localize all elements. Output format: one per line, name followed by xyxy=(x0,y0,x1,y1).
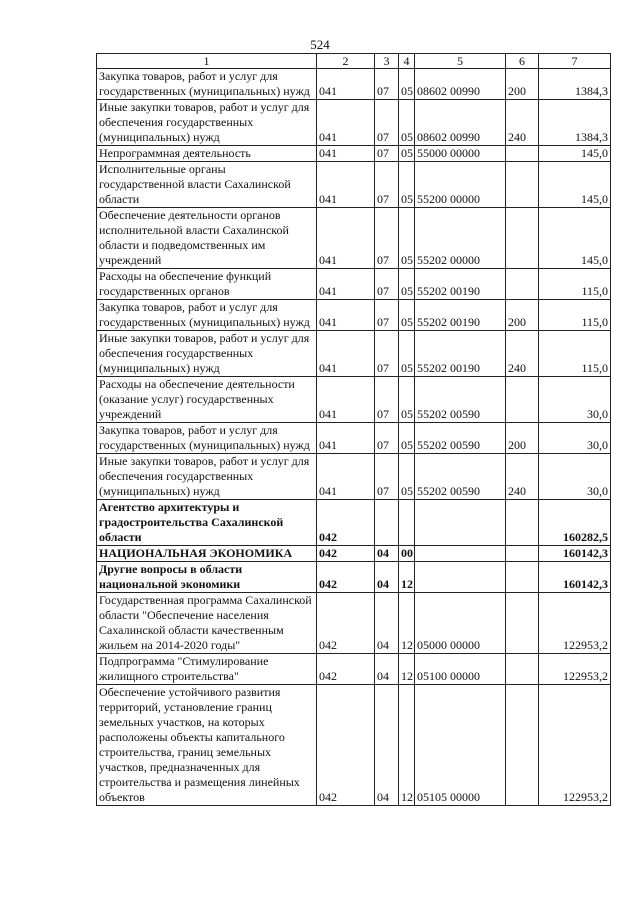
admin-code-cell: 041 xyxy=(317,423,375,454)
target-article-cell xyxy=(415,546,506,562)
row-name-cell: Закупка товаров, работ и услуг для государственных (муниципальных) нужд xyxy=(97,300,317,331)
column-header-1: 1 xyxy=(97,54,317,69)
section-cell: 04 xyxy=(375,546,399,562)
row-name-cell: Обеспечение устойчивого развития территорий, установление границ земельных участков, на которых расположены объекты капитального строительства, границ земельных участков, предназначенных для строительства и размещения линейных объектов xyxy=(97,685,317,806)
row-name-cell: Непрограммная деятельность xyxy=(97,146,317,162)
subsection-cell: 05 xyxy=(399,162,415,208)
target-article-cell: 55202 00190 xyxy=(415,300,506,331)
expense-type-cell: 200 xyxy=(506,423,539,454)
admin-code-cell: 042 xyxy=(317,685,375,806)
row-name-cell: Государственная программа Сахалинской области "Обеспечение населения Сахалинской области качественным жильем на 2014-2020 годы" xyxy=(97,593,317,654)
row-name-cell: НАЦИОНАЛЬНАЯ ЭКОНОМИКА xyxy=(97,546,317,562)
admin-code-cell: 042 xyxy=(317,593,375,654)
row-name-cell: Расходы на обеспечение функций государственных органов xyxy=(97,269,317,300)
table-row xyxy=(97,300,611,331)
column-header-3: 3 xyxy=(375,54,399,69)
table-row xyxy=(97,69,611,100)
expense-type-cell xyxy=(506,146,539,162)
amount-cell: 115,0 xyxy=(539,331,611,377)
target-article-cell: 55202 00190 xyxy=(415,269,506,300)
budget-table-body xyxy=(97,54,611,806)
column-header-6: 6 xyxy=(506,54,539,69)
section-cell: 07 xyxy=(375,423,399,454)
amount-cell: 160142,3 xyxy=(539,562,611,593)
target-article-cell: 08602 00990 xyxy=(415,100,506,146)
section-cell: 07 xyxy=(375,454,399,500)
table-row xyxy=(97,423,611,454)
admin-code-cell: 042 xyxy=(317,562,375,593)
target-article-cell: 08602 00990 xyxy=(415,69,506,100)
amount-cell: 30,0 xyxy=(539,454,611,500)
table-row xyxy=(97,593,611,654)
column-header-7: 7 xyxy=(539,54,611,69)
table-row xyxy=(97,546,611,562)
section-cell: 07 xyxy=(375,377,399,423)
budget-table xyxy=(96,53,611,806)
table-row xyxy=(97,685,611,806)
admin-code-cell: 042 xyxy=(317,546,375,562)
table-row xyxy=(97,377,611,423)
section-cell: 07 xyxy=(375,100,399,146)
row-name-cell: Обеспечение деятельности органов исполнительной власти Сахалинской области и подведомственных им учреждений xyxy=(97,208,317,269)
target-article-cell: 55202 00590 xyxy=(415,454,506,500)
target-article-cell: 55000 00000 xyxy=(415,146,506,162)
amount-cell: 145,0 xyxy=(539,146,611,162)
target-article-cell xyxy=(415,500,506,546)
amount-cell: 145,0 xyxy=(539,162,611,208)
amount-cell: 122953,2 xyxy=(539,654,611,685)
table-row xyxy=(97,146,611,162)
row-name-cell: Агентство архитектуры и градостроительства Сахалинской области xyxy=(97,500,317,546)
admin-code-cell: 042 xyxy=(317,654,375,685)
section-cell: 04 xyxy=(375,654,399,685)
column-header-4: 4 xyxy=(399,54,415,69)
row-name-cell: Исполнительные органы государственной власти Сахалинской области xyxy=(97,162,317,208)
page-number: 524 xyxy=(310,37,330,52)
section-cell: 07 xyxy=(375,146,399,162)
expense-type-cell xyxy=(506,377,539,423)
expense-type-cell xyxy=(506,269,539,300)
subsection-cell: 05 xyxy=(399,377,415,423)
expense-type-cell xyxy=(506,562,539,593)
target-article-cell: 55202 00590 xyxy=(415,423,506,454)
column-header-2: 2 xyxy=(317,54,375,69)
subsection-cell: 05 xyxy=(399,69,415,100)
subsection-cell: 12 xyxy=(399,685,415,806)
table-row xyxy=(97,162,611,208)
amount-cell: 122953,2 xyxy=(539,685,611,806)
admin-code-cell: 042 xyxy=(317,500,375,546)
subsection-cell: 05 xyxy=(399,423,415,454)
admin-code-cell: 041 xyxy=(317,162,375,208)
section-cell: 04 xyxy=(375,562,399,593)
admin-code-cell: 041 xyxy=(317,300,375,331)
expense-type-cell xyxy=(506,593,539,654)
section-cell: 07 xyxy=(375,269,399,300)
admin-code-cell: 041 xyxy=(317,69,375,100)
expense-type-cell: 200 xyxy=(506,69,539,100)
admin-code-cell: 041 xyxy=(317,331,375,377)
expense-type-cell: 200 xyxy=(506,300,539,331)
section-cell: 07 xyxy=(375,331,399,377)
section-cell: 04 xyxy=(375,593,399,654)
amount-cell: 145,0 xyxy=(539,208,611,269)
expense-type-cell xyxy=(506,654,539,685)
subsection-cell: 05 xyxy=(399,454,415,500)
amount-cell: 30,0 xyxy=(539,377,611,423)
target-article-cell: 55202 00590 xyxy=(415,377,506,423)
admin-code-cell: 041 xyxy=(317,269,375,300)
section-cell: 04 xyxy=(375,685,399,806)
table-row xyxy=(97,269,611,300)
expense-type-cell xyxy=(506,162,539,208)
target-article-cell: 05105 00000 xyxy=(415,685,506,806)
expense-type-cell xyxy=(506,546,539,562)
row-name-cell: Иные закупки товаров, работ и услуг для обеспечения государственных (муниципальных) нужд xyxy=(97,454,317,500)
amount-cell: 115,0 xyxy=(539,269,611,300)
admin-code-cell: 041 xyxy=(317,100,375,146)
subsection-cell: 05 xyxy=(399,300,415,331)
table-row xyxy=(97,100,611,146)
expense-type-cell: 240 xyxy=(506,331,539,377)
table-row xyxy=(97,331,611,377)
amount-cell: 122953,2 xyxy=(539,593,611,654)
section-cell: 07 xyxy=(375,300,399,331)
amount-cell: 115,0 xyxy=(539,300,611,331)
amount-cell: 1384,3 xyxy=(539,69,611,100)
subsection-cell: 05 xyxy=(399,331,415,377)
admin-code-cell: 041 xyxy=(317,208,375,269)
subsection-cell: 12 xyxy=(399,593,415,654)
subsection-cell: 12 xyxy=(399,654,415,685)
amount-cell: 160142,3 xyxy=(539,546,611,562)
expense-type-cell xyxy=(506,208,539,269)
column-header-5: 5 xyxy=(415,54,506,69)
amount-cell: 160282,5 xyxy=(539,500,611,546)
target-article-cell: 05000 00000 xyxy=(415,593,506,654)
row-name-cell: Расходы на обеспечение деятельности (оказание услуг) государственных учреждений xyxy=(97,377,317,423)
subsection-cell: 05 xyxy=(399,269,415,300)
row-name-cell: Иные закупки товаров, работ и услуг для обеспечения государственных (муниципальных) нужд xyxy=(97,100,317,146)
table-row xyxy=(97,208,611,269)
row-name-cell: Иные закупки товаров, работ и услуг для обеспечения государственных (муниципальных) нужд xyxy=(97,331,317,377)
target-article-cell: 55202 00190 xyxy=(415,331,506,377)
admin-code-cell: 041 xyxy=(317,377,375,423)
row-name-cell: Закупка товаров, работ и услуг для государственных (муниципальных) нужд xyxy=(97,69,317,100)
target-article-cell: 55202 00000 xyxy=(415,208,506,269)
expense-type-cell: 240 xyxy=(506,454,539,500)
admin-code-cell: 041 xyxy=(317,146,375,162)
section-cell xyxy=(375,500,399,546)
column-header-row xyxy=(97,54,611,69)
target-article-cell xyxy=(415,562,506,593)
section-cell: 07 xyxy=(375,162,399,208)
row-name-cell: Другие вопросы в области национальной экономики xyxy=(97,562,317,593)
table-row xyxy=(97,454,611,500)
subsection-cell: 05 xyxy=(399,146,415,162)
subsection-cell: 12 xyxy=(399,562,415,593)
subsection-cell xyxy=(399,500,415,546)
row-name-cell: Подпрограмма "Стимулирование жилищного строительства" xyxy=(97,654,317,685)
expense-type-cell: 240 xyxy=(506,100,539,146)
row-name-cell: Закупка товаров, работ и услуг для государственных (муниципальных) нужд xyxy=(97,423,317,454)
table-row xyxy=(97,654,611,685)
amount-cell: 30,0 xyxy=(539,423,611,454)
expense-type-cell xyxy=(506,685,539,806)
section-cell: 07 xyxy=(375,69,399,100)
section-cell: 07 xyxy=(375,208,399,269)
target-article-cell: 55200 00000 xyxy=(415,162,506,208)
subsection-cell: 00 xyxy=(399,546,415,562)
subsection-cell: 05 xyxy=(399,100,415,146)
amount-cell: 1384,3 xyxy=(539,100,611,146)
target-article-cell: 05100 00000 xyxy=(415,654,506,685)
subsection-cell: 05 xyxy=(399,208,415,269)
table-row xyxy=(97,562,611,593)
admin-code-cell: 041 xyxy=(317,454,375,500)
table-row xyxy=(97,500,611,546)
expense-type-cell xyxy=(506,500,539,546)
